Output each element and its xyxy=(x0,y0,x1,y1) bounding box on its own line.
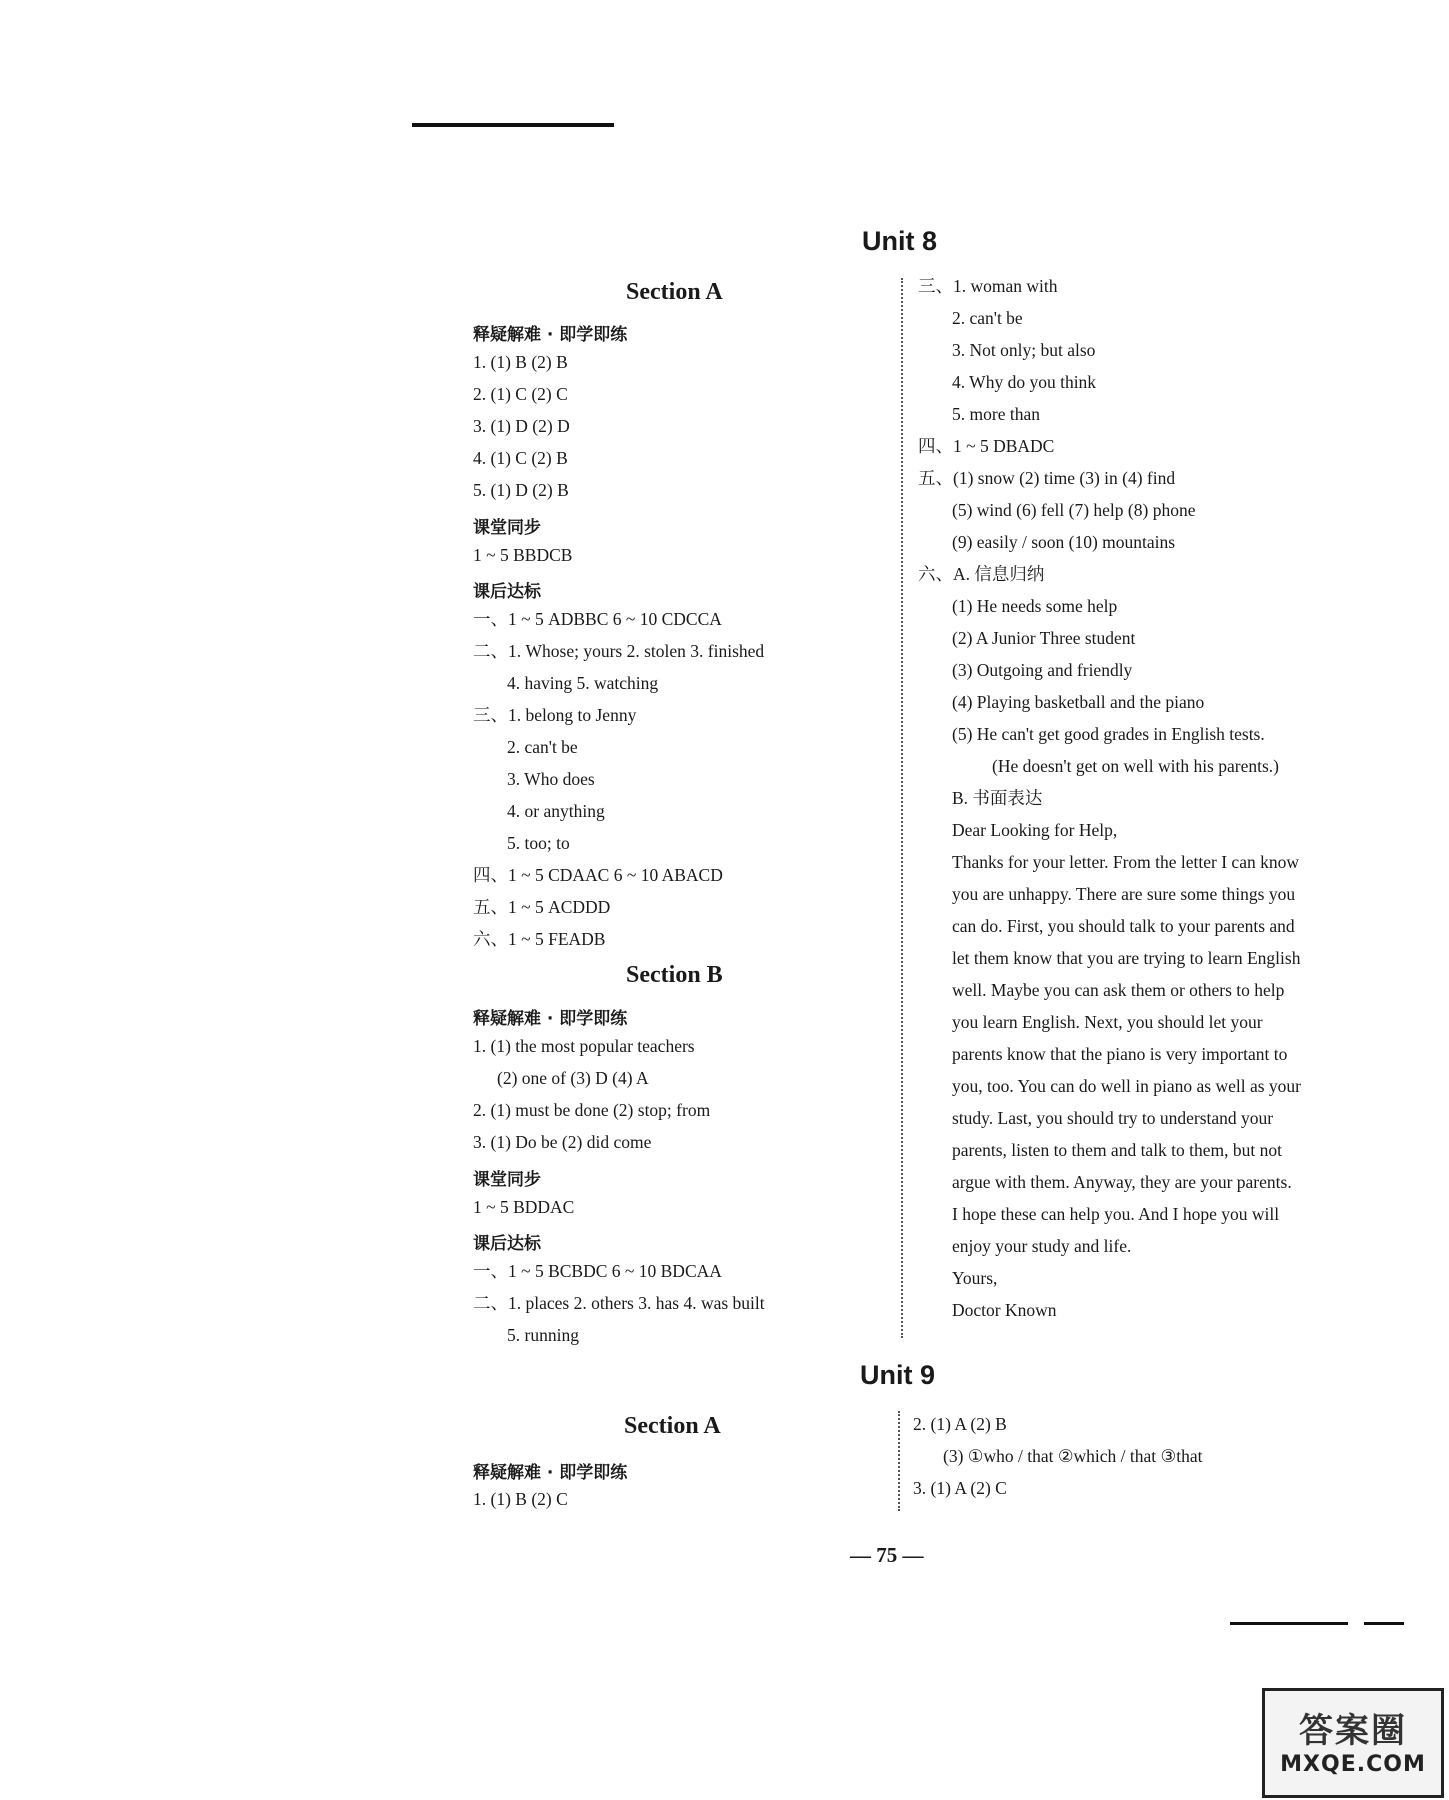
left-heading-2: 课堂同步 xyxy=(473,518,541,538)
right-line-14: (4) Playing basketball and the piano xyxy=(952,692,1205,712)
left-b-review-2: 二、1. places 2. others 3. has 4. was built xyxy=(473,1293,765,1313)
letter-line: enjoy your study and life. xyxy=(952,1236,1132,1256)
left-b-heading-2: 课堂同步 xyxy=(473,1170,541,1190)
left-review-11: 六、1 ~ 5 FEADB xyxy=(473,929,606,949)
left-review-8: 5. too; to xyxy=(507,833,570,853)
letter-greeting: Dear Looking for Help, xyxy=(952,820,1118,840)
letter-line: you learn English. Next, you should let your xyxy=(952,1012,1263,1032)
left-sectionA-title: Section A xyxy=(626,279,723,305)
letter-signature: Doctor Known xyxy=(952,1300,1057,1320)
letter-closing: Yours, xyxy=(952,1268,998,1288)
right-line-16: (He doesn't get on well with his parents.) xyxy=(992,756,1279,776)
left-review-10: 五、1 ~ 5 ACDDD xyxy=(473,897,611,917)
letter-line: Thanks for your letter. From the letter I can know xyxy=(952,852,1299,872)
letter-line: well. Maybe you can ask them or others to help xyxy=(952,980,1285,1000)
left-answer-5: 5. (1) D (2) B xyxy=(473,480,569,500)
left-answer-3: 3. (1) D (2) D xyxy=(473,416,570,436)
right-line-9: (9) easily / soon (10) mountains xyxy=(952,532,1176,552)
left-b-classwork: 1 ~ 5 BDDAC xyxy=(473,1197,575,1217)
letter-line: argue with them. Anyway, they are your parents. xyxy=(952,1172,1292,1192)
left-b-heading-1: 释疑解难 · 即学即练 xyxy=(473,1009,628,1029)
letter-line: parents, listen to them and talk to them, but not xyxy=(952,1140,1283,1160)
left-b-answer-3: 2. (1) must be done (2) stop; from xyxy=(473,1100,711,1120)
letter-line: let them know that you are trying to learn English xyxy=(952,948,1301,968)
left-heading-3: 课后达标 xyxy=(473,582,541,602)
bottom-rule-2 xyxy=(1364,1622,1404,1625)
unit9-title: Unit 9 xyxy=(860,1360,936,1390)
right-line-4: 4. Why do you think xyxy=(952,372,1097,392)
watermark-logo xyxy=(1262,1688,1444,1798)
left-review-4: 三、1. belong to Jenny xyxy=(473,705,637,725)
right-line-11: (1) He needs some help xyxy=(952,596,1118,616)
left-review-2: 二、1. Whose; yours 2. stolen 3. finished xyxy=(473,641,765,661)
right-line-12: (2) A Junior Three student xyxy=(952,628,1136,648)
right-line-2: 2. can't be xyxy=(952,308,1023,328)
left-review-1: 一、1 ~ 5 ADBBC 6 ~ 10 CDCCA xyxy=(473,609,722,629)
left-review-9: 四、1 ~ 5 CDAAC 6 ~ 10 ABACD xyxy=(473,865,723,885)
watermark-top-text: 答案圈 xyxy=(1299,1711,1407,1751)
unit9-heading-1: 释疑解难 · 即学即练 xyxy=(473,1463,628,1483)
right-line-3: 3. Not only; but also xyxy=(952,340,1096,360)
left-review-3: 4. having 5. watching xyxy=(507,673,659,693)
right-line-6: 四、1 ~ 5 DBADC xyxy=(918,436,1055,456)
left-answer-2: 2. (1) C (2) C xyxy=(473,384,568,404)
right-line-17: B. 书面表达 xyxy=(952,788,1043,808)
left-b-review-3: 5. running xyxy=(507,1325,579,1345)
left-heading-1: 释疑解难 · 即学即练 xyxy=(473,325,628,345)
column-divider xyxy=(901,278,903,1338)
watermark-bottom-text: MXQE.COM xyxy=(1280,1752,1426,1777)
right-line-1: 三、1. woman with xyxy=(918,276,1058,296)
left-classwork: 1 ~ 5 BBDCB xyxy=(473,545,573,565)
letter-line: can do. First, you should talk to your parents and xyxy=(952,916,1295,936)
right-line-5: 5. more than xyxy=(952,404,1040,424)
letter-line: you, too. You can do well in piano as well as your xyxy=(952,1076,1301,1096)
unit9-left-answer-1: 1. (1) B (2) C xyxy=(473,1489,568,1509)
unit9-right-answer-1: 2. (1) A (2) B xyxy=(913,1414,1007,1434)
letter-line: study. Last, you should try to understand your xyxy=(952,1108,1274,1128)
letter-line: parents know that the piano is very important to xyxy=(952,1044,1288,1064)
unit9-right-answer-3: 3. (1) A (2) C xyxy=(913,1478,1007,1498)
right-line-10: 六、A. 信息归纳 xyxy=(918,564,1045,584)
right-line-15: (5) He can't get good grades in English tests. xyxy=(952,724,1265,744)
left-answer-1: 1. (1) B (2) B xyxy=(473,352,568,372)
unit9-sectionA-title: Section A xyxy=(624,1413,721,1439)
unit8-title: Unit 8 xyxy=(862,226,938,256)
left-b-review-1: 一、1 ~ 5 BCBDC 6 ~ 10 BDCAA xyxy=(473,1261,722,1281)
unit9-column-divider xyxy=(898,1411,900,1511)
right-line-8: (5) wind (6) fell (7) help (8) phone xyxy=(952,500,1196,520)
left-b-answer-2: (2) one of (3) D (4) A xyxy=(497,1068,649,1088)
top-rule xyxy=(412,123,614,127)
right-line-13: (3) Outgoing and friendly xyxy=(952,660,1133,680)
left-answer-4: 4. (1) C (2) B xyxy=(473,448,568,468)
left-review-5: 2. can't be xyxy=(507,737,578,757)
right-line-7: 五、(1) snow (2) time (3) in (4) find xyxy=(918,468,1176,488)
page-number: — 75 — xyxy=(850,1543,924,1567)
left-review-6: 3. Who does xyxy=(507,769,595,789)
left-sectionB-title: Section B xyxy=(626,962,723,988)
bottom-rule-1 xyxy=(1230,1622,1348,1625)
letter-line: you are unhappy. There are sure some things you xyxy=(952,884,1296,904)
letter-line: I hope these can help you. And I hope you will xyxy=(952,1204,1280,1224)
left-b-answer-4: 3. (1) Do be (2) did come xyxy=(473,1132,652,1152)
left-review-7: 4. or anything xyxy=(507,801,605,821)
unit9-right-answer-2: (3) ①who / that ②which / that ③that xyxy=(943,1446,1203,1466)
left-b-heading-3: 课后达标 xyxy=(473,1234,541,1254)
left-b-answer-1: 1. (1) the most popular teachers xyxy=(473,1036,695,1056)
